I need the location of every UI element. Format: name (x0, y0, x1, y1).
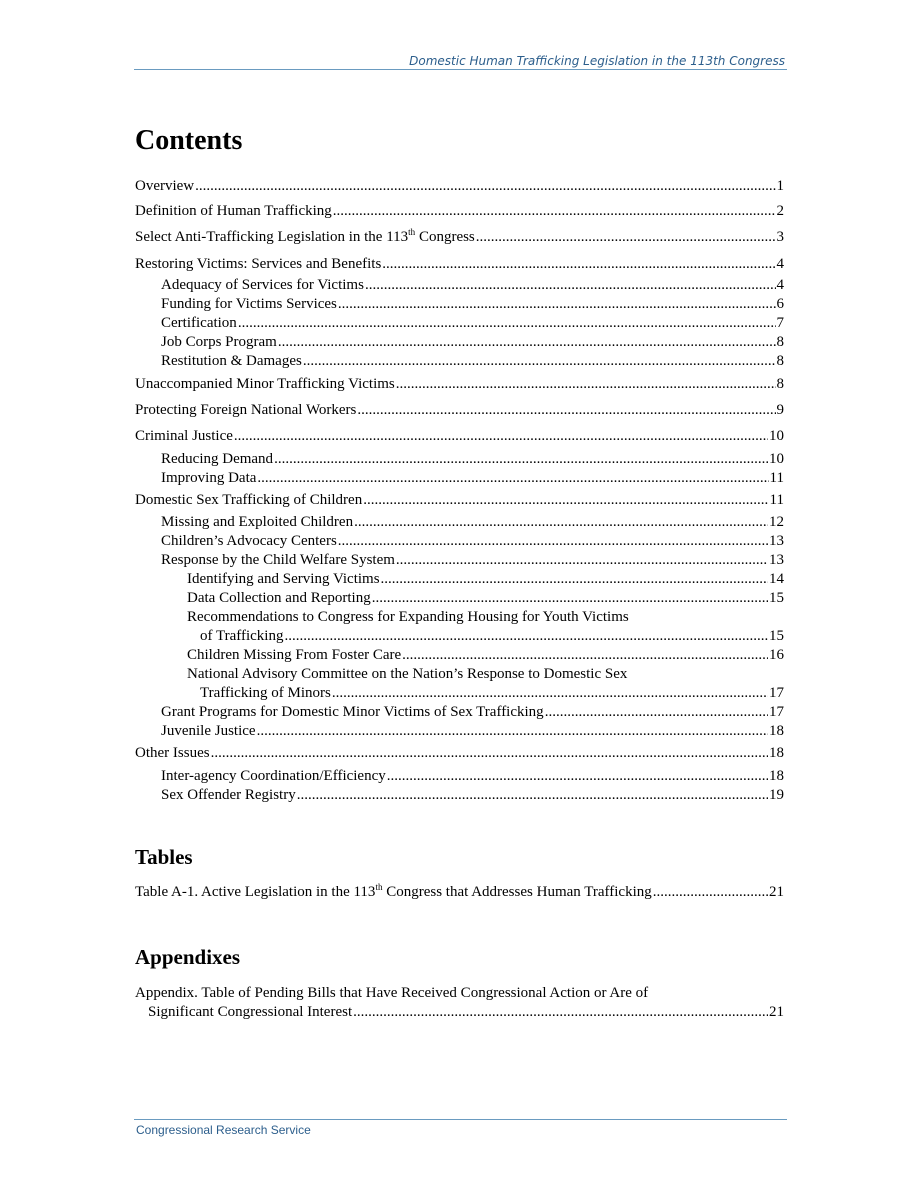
toc-entry-label (135, 228, 475, 247)
toc-entry-label-line1[interactable]: National Advisory Committee on the Nation’s Response to Domestic Sex (187, 666, 628, 682)
toc-entry[interactable] (200, 627, 784, 646)
toc-entry-page: 18 (769, 768, 784, 784)
toc-entry-page: 13 (769, 552, 784, 568)
toc-entry-label: Protecting Foreign National Workers (135, 402, 357, 418)
dot-leader (387, 767, 768, 786)
toc-entry[interactable] (161, 333, 784, 352)
dot-leader (476, 228, 776, 247)
toc-entry-label: Juvenile Justice (161, 723, 256, 739)
toc-entry-page: 19 (769, 787, 784, 803)
dot-leader (381, 570, 768, 589)
toc-entry-label: Children’s Advocacy Centers (161, 533, 337, 549)
toc-entry[interactable] (187, 589, 784, 608)
toc-entry[interactable] (135, 744, 784, 763)
dot-leader (365, 276, 776, 295)
toc-entry-label: Other Issues (135, 745, 210, 761)
dot-leader (396, 551, 768, 570)
toc-entry-page: 15 (769, 628, 784, 644)
toc-entry-page: 17 (769, 685, 784, 701)
toc-entry-page: 12 (769, 514, 784, 530)
toc-entry-label: Inter-agency Coordination/Efficiency (161, 768, 386, 784)
toc-entry-label-part: Select Anti-Trafficking Legislation in the 113 (135, 229, 409, 245)
dot-leader (382, 255, 775, 274)
dot-leader (338, 532, 768, 551)
toc-entry-page: 18 (769, 745, 784, 761)
toc-entry[interactable] (161, 295, 784, 314)
toc-entry-page: 8 (776, 376, 784, 392)
toc-entry-label: Restoring Victims: Services and Benefits (135, 256, 382, 272)
toc-entry-label-part: Congress that Addresses Human Trafficking (382, 884, 652, 900)
toc-entry-label: Data Collection and Reporting (187, 590, 371, 606)
toc-entry-label: Overview (135, 178, 195, 194)
tables-heading: Tables (135, 845, 193, 869)
dot-leader (234, 427, 768, 446)
dot-leader (284, 627, 768, 646)
toc-entry-page: 16 (769, 647, 784, 663)
dot-leader (332, 684, 768, 703)
toc-entry[interactable] (161, 450, 784, 469)
toc-entry-page: 21 (769, 884, 784, 900)
dot-leader (211, 744, 768, 763)
toc-entry[interactable] (161, 786, 784, 805)
running-header: Domestic Human Trafficking Legislation in the 113th Congress (409, 54, 785, 68)
toc-entry[interactable] (135, 228, 784, 247)
toc-entry-label: Sex Offender Registry (161, 787, 296, 803)
toc-entry[interactable] (161, 722, 784, 741)
dot-leader (195, 177, 775, 196)
toc-entry-label (135, 883, 652, 902)
superscript: th (408, 228, 416, 237)
toc-entry-label: Certification (161, 315, 237, 331)
toc-entry-page: 4 (776, 256, 784, 272)
toc-entry-page: 8 (776, 334, 784, 350)
toc-entry[interactable] (148, 1003, 784, 1022)
contents-heading: Contents (135, 125, 243, 156)
toc-entry[interactable] (187, 646, 784, 665)
toc-entry-page: 14 (769, 571, 784, 587)
toc-entry-label: Criminal Justice (135, 428, 233, 444)
dot-leader (297, 786, 768, 805)
toc-entry-page: 1 (776, 178, 784, 194)
toc-entry[interactable] (135, 491, 784, 510)
toc-entry-label: Children Missing From Foster Care (187, 647, 402, 663)
toc-entry[interactable] (161, 532, 784, 551)
dot-leader (274, 450, 768, 469)
toc-entry[interactable] (187, 570, 784, 589)
toc-entry[interactable] (161, 551, 784, 570)
toc-entry[interactable] (161, 767, 784, 786)
dot-leader (354, 513, 768, 532)
toc-entry-page: 2 (776, 203, 784, 219)
toc-entry-page: 15 (769, 590, 784, 606)
toc-entry-label: Identifying and Serving Victims (187, 571, 380, 587)
toc-entry-label: Job Corps Program (161, 334, 277, 350)
toc-entry-page: 13 (769, 533, 784, 549)
toc-entry-label: Grant Programs for Domestic Minor Victims of Sex Trafficking (161, 704, 544, 720)
toc-entry-page: 18 (769, 723, 784, 739)
toc-entry-label-line1[interactable]: Appendix. Table of Pending Bills that Have Received Congressional Action or Are of (135, 985, 649, 1001)
toc-entry-page: 3 (776, 229, 784, 245)
dot-leader (372, 589, 768, 608)
dot-leader (363, 491, 768, 510)
toc-entry-page: 21 (769, 1004, 784, 1020)
toc-entry-page: 4 (776, 277, 784, 293)
dot-leader (545, 703, 768, 722)
toc-entry[interactable] (135, 883, 784, 902)
toc-entry-label: Improving Data (161, 470, 257, 486)
toc-entry[interactable] (161, 469, 784, 488)
dot-leader (278, 333, 776, 352)
toc-entry-page: 17 (769, 704, 784, 720)
toc-entry-label: Unaccompanied Minor Trafficking Victims (135, 376, 395, 392)
toc-entry-label: Trafficking of Minors (200, 685, 331, 701)
toc-entry-label: Funding for Victims Services (161, 296, 337, 312)
toc-entry-label: Response by the Child Welfare System (161, 552, 395, 568)
dot-leader (396, 375, 776, 394)
toc-entry-page: 7 (776, 315, 784, 331)
toc-entry[interactable] (135, 202, 784, 221)
toc-entry-label: Restitution & Damages (161, 353, 302, 369)
header-rule (134, 69, 787, 70)
toc-entry-page: 10 (769, 428, 784, 444)
toc-entry-label: Reducing Demand (161, 451, 274, 467)
toc-entry-label: Missing and Exploited Children (161, 514, 354, 530)
toc-entry[interactable] (200, 684, 784, 703)
dot-leader (402, 646, 768, 665)
footer-rule (134, 1119, 787, 1120)
toc-entry-label: Adequacy of Services for Victims (161, 277, 364, 293)
toc-entry[interactable] (161, 513, 784, 532)
toc-entry[interactable] (135, 375, 784, 394)
toc-entry-label-part: Congress (415, 229, 475, 245)
toc-entry[interactable] (161, 352, 784, 371)
toc-entry-label-part: Table A-1. Active Legislation in the 113 (135, 884, 376, 900)
dot-leader (238, 314, 776, 333)
toc-entry-page: 8 (776, 353, 784, 369)
superscript: th (375, 883, 383, 892)
toc-entry-label-line1[interactable]: Recommendations to Congress for Expanding Housing for Youth Victims (187, 609, 629, 625)
toc-entry[interactable] (135, 401, 784, 420)
dot-leader (357, 401, 775, 420)
dot-leader (353, 1003, 768, 1022)
toc-entry-page: 11 (769, 492, 784, 508)
footer-org: Congressional Research Service (136, 1123, 311, 1137)
dot-leader (257, 722, 768, 741)
dot-leader (303, 352, 776, 371)
toc-entry-label: of Trafficking (200, 628, 284, 644)
toc-entry[interactable] (161, 703, 784, 722)
toc-entry[interactable] (135, 177, 784, 196)
toc-entry[interactable] (161, 276, 784, 295)
toc-entry[interactable] (135, 255, 784, 274)
dot-leader (338, 295, 776, 314)
toc-entry-page: 10 (769, 451, 784, 467)
toc-entry-page: 9 (776, 402, 784, 418)
appendixes-heading: Appendixes (135, 945, 241, 969)
toc-entry[interactable] (161, 314, 784, 333)
dot-leader (653, 883, 768, 902)
dot-leader (333, 202, 776, 221)
toc-entry-label: Definition of Human Trafficking (135, 203, 332, 219)
toc-entry-page: 6 (776, 296, 784, 312)
toc-entry-page: 11 (769, 470, 784, 486)
toc-entry-label: Domestic Sex Trafficking of Children (135, 492, 363, 508)
toc-entry-label: Significant Congressional Interest (148, 1004, 353, 1020)
toc-entry[interactable] (135, 427, 784, 446)
dot-leader (257, 469, 768, 488)
